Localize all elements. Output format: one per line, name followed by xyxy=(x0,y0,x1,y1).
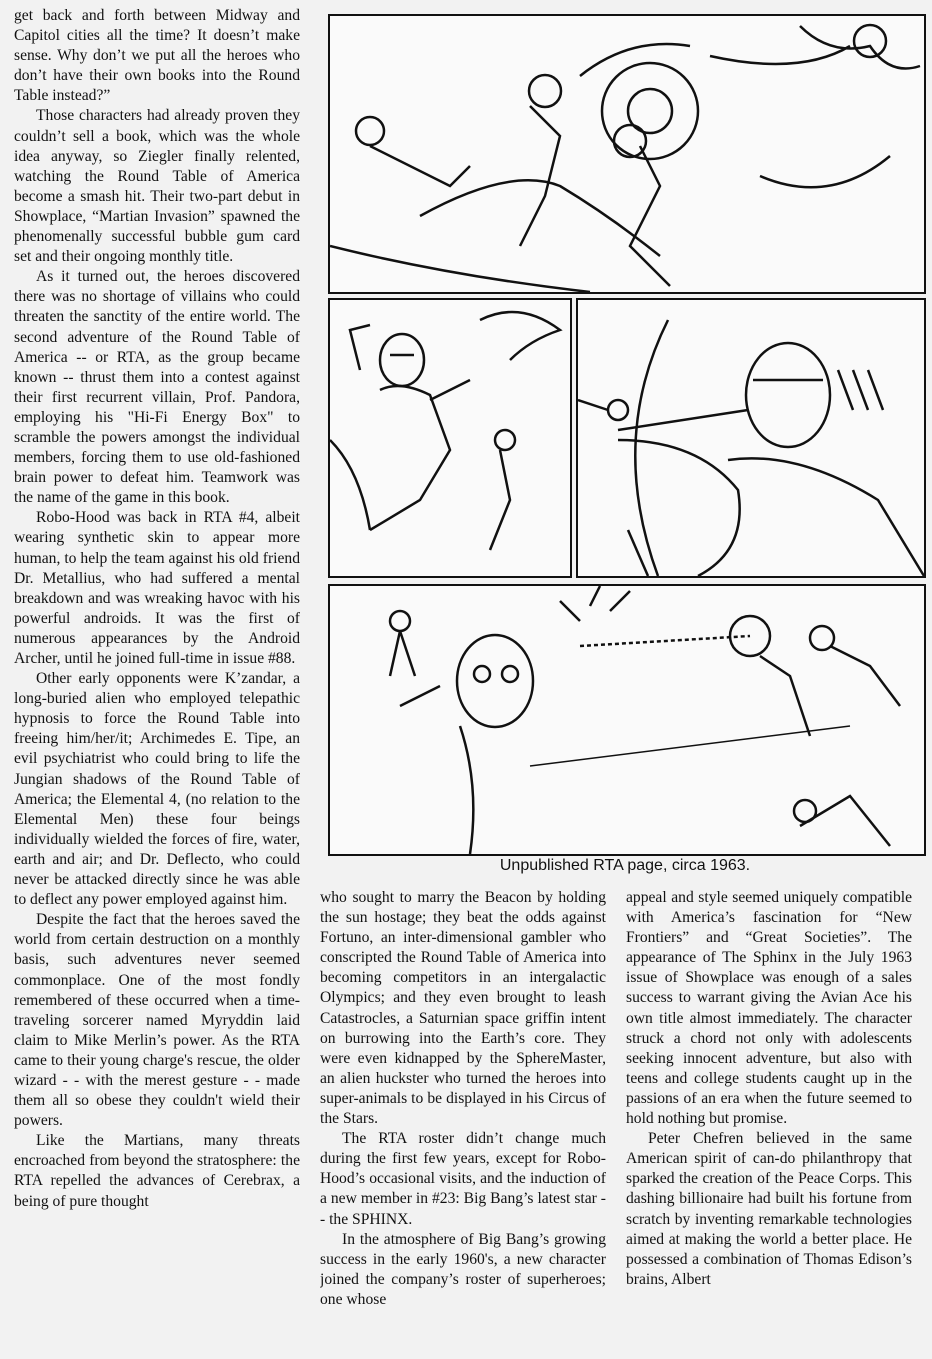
comic-panel-top xyxy=(328,14,926,294)
paragraph: In the atmosphere of Big Bang’s growing success in the early 1960's, a new character joined the company’s roster of superheroes; one whose xyxy=(320,1230,606,1308)
paragraph: get back and forth between Midway and Capitol cities all the time? It doesn’t make sense. Why don’t we put all the heroes who don’t have their own books into the Round Table instead?” xyxy=(14,7,300,105)
paragraph: Peter Chefren believed in the same American spirit of can-do philanthropy that sparked the creation of the Peace Corps. This dashing billionaire had built his fortune from scratch by inventing remarkable technologies aimed at making the world a better place. He possessed a combination of Thomas Edison’s brains, Albert xyxy=(626,1130,912,1288)
figure-caption: Unpublished RTA page, circa 1963. xyxy=(499,857,751,874)
flying-heroes-illustration xyxy=(330,16,924,292)
paragraph: Robo-Hood was back in RTA #4, albeit wearing synthetic skin to appear more human, to help the team against his old friend Dr. Metallius, who had suffered a mental breakdown and was wreaking havoc with his powerful androids. It was the first of numerous appearances by the Android Archer, until he joined full-time in issue #88. xyxy=(14,509,300,667)
paragraph: The RTA roster didn’t change much during the first few years, except for Robo-Hood’s occasional visits, and the induction of a new member in #23: Big Bang’s latest star - - the SPHINX. xyxy=(320,1130,606,1228)
comic-panel-middle-right xyxy=(576,298,926,578)
comic-panel-bottom xyxy=(328,584,926,856)
right-text-column xyxy=(626,888,912,1350)
paragraph: who sought to marry the Beacon by holding the sun hostage; they beat the odds against Fortuno, an inter-dimensional gambler who conscripted the Round Table of America into becoming competitors in an intergalactic Olympics; and they even brought to leash Catastrocles, a Saturnian space griffin intent on burrowing into the Earth’s core. They were even kidnapped by the SphereMaster, an alien huckster who turned the heroes into super-animals to be displayed in his Circus of the Stars. xyxy=(320,889,606,1128)
left-text-column xyxy=(14,6,300,1354)
battle-scene-illustration xyxy=(330,586,924,854)
paragraph: Those characters had already proven they couldn’t sell a book, which was the whole idea anyway, so Ziegler finally relented, watching the Round Table of America become a smash hit. Their two-part debut in Showplace, “Martian Invasion” spawned the phenomenally successful bubble gum card set and their ongoing monthly title. xyxy=(14,107,300,266)
paragraph: Despite the fact that the heroes saved the world from certain destruction on a monthly basis, such adventures never seemed commonplace. One of the most fondly remembered of these occurred when a time-traveling sorcerer named Myryddin laid claim to Mike Merlin’s power. As the RTA came to their young charge's rescue, the older wizard - - with the merest gesture - - made them all so obese they couldn't wield their powers. xyxy=(14,911,300,1130)
paragraph: Other early opponents were K’zandar, a long-buried alien who employed telepathic hypnosis to force the Round Table into freeing him/her/it; Archimedes E. Tipe, an evil psychiatrist who could bring to life the Jungian shadows of the Round Table of America; the Elemental 4, (no relation to the Elemental Men) these four beings individually wielded the forces of fire, water, earth and air; and Dr. Deflecto, who could never be attacked directly since he was able to deflect any power employed against him. xyxy=(14,670,300,909)
paragraph: Like the Martians, many threats encroached from beyond the stratosphere: the RTA repelled the advances of Cerebrax, a being of pure thought xyxy=(14,1132,300,1210)
masked-hero-illustration xyxy=(330,300,570,576)
paragraph: As it turned out, the heroes discovered there was no shortage of villains who could threaten the sanctity of the entire world. The second adventure of the Round Table of America -- or RTA, as the group became known -- thrust them into a contest against their first recurrent villain, Prof. Pandora, employing his "Hi-Fi Energy Box" to scramble the powers amongst the individual members, forcing them to use old-fashioned brain power to defeat him. Teamwork was the name of the game in this book. xyxy=(14,268,300,507)
middle-text-column xyxy=(320,888,606,1350)
paragraph: appeal and style seemed uniquely compatible with America’s fascination for “New Frontiers” and “Great Societies”. The appearance of The Sphinx in the July 1963 issue of Showplace was enough of a sales success to warrant giving the Avian Ace his own title almost immediately. The character struck a chord not only with adolescents seeking innocent adventure, but also with teens and college students caught up in the passions of an era when the future seemed to hold nothing but promise. xyxy=(626,889,912,1128)
archer-illustration xyxy=(578,300,924,576)
comic-panel-middle-left xyxy=(328,298,572,578)
